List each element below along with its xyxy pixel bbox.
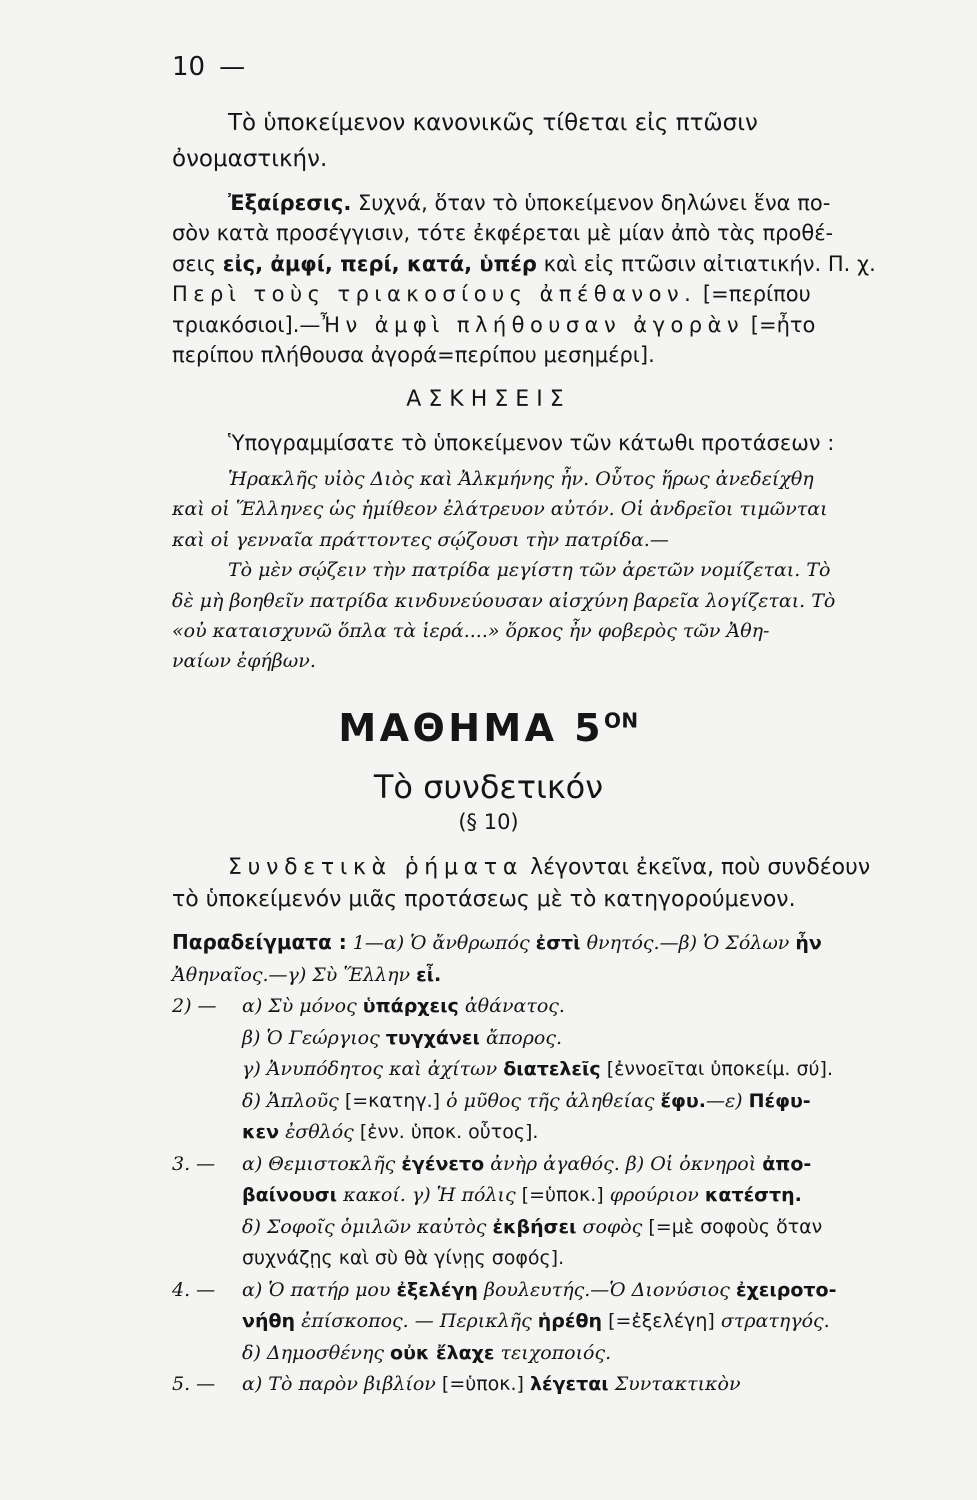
example-text: δ) Δημοσθένης (242, 1341, 384, 1364)
exercise-line: «οὐ καταισχυνῶ ὅπλα τὰ ἱερά....» ὅρκος ἦν φοβερὸς τῶν Ἀθη- (172, 619, 770, 642)
example-verb: ἀπο- (762, 1152, 812, 1175)
exercises-text (172, 464, 932, 677)
exception-line-5b: [=ἦτο (750, 312, 816, 337)
exercise-line: δὲ μὴ βοηθεῖν πατρίδα κινδυνεύουσαν αἰσχύνη βαρεῖα λογίζεται. Τὸ (172, 589, 836, 612)
example-verb: οὐκ ἔλαχε (390, 1341, 495, 1364)
example-note: [=κατηγ.] (344, 1089, 441, 1112)
definition-paragraph (172, 852, 932, 916)
instruction-text: Ὑπογραμμίσατε τὸ ὑποκείμενον τῶν κάτωθι προτάσεων : (228, 431, 835, 455)
exception-line-3b: καὶ εἰς πτῶσιν αἰτιατικήν. Π. χ. (543, 251, 876, 276)
example-verb: κατέστη. (704, 1184, 802, 1207)
example-verb: τυγχάνει (385, 1026, 480, 1049)
page-number-value: 10 (172, 52, 206, 82)
example-verb: ὑπάρχεις (362, 995, 459, 1018)
example-text: α) Ὁ πατήρ μου (242, 1278, 391, 1301)
exercises-heading (0, 384, 977, 416)
example-text: ὁ μῦθος τῆς ἀληθείας (446, 1089, 655, 1112)
example-text: —ε) (705, 1089, 743, 1112)
rule-line-1: Τὸ ὑποκείμενον κανονικῶς τίθεται εἰς πτῶσιν (228, 110, 758, 136)
example-verb: νήθη (242, 1310, 296, 1333)
exercise-line: καὶ οἱ Ἕλληνες ὡς ἡμίθεον ἐλάτρευον αὐτόν. Οἱ ἀνδρεῖοι τιμῶνται (172, 498, 828, 521)
page-number-dash: — (219, 52, 246, 82)
exception-line-1: Συχνά, ὅταν τὸ ὑποκείμενον δηλώνει ἕνα πο- (358, 191, 831, 215)
example-text: ἀνὴρ ἀγαθός. β) Οἱ ὀκνηροὶ (490, 1152, 757, 1175)
example-verb: Πέφυ- (748, 1089, 811, 1112)
lesson-heading (0, 706, 977, 750)
exception-line-6: περίπου πλήθουσα ἀγορά=περίπου μεσημέρι]. (172, 343, 655, 368)
example-text: ἀθάνατος. (464, 995, 565, 1018)
subject-rule (172, 106, 932, 177)
example-verb: κεν (242, 1121, 280, 1144)
example-verb: βαίνουσι (242, 1184, 338, 1207)
example-text: α) Σὺ μόνος (242, 995, 357, 1018)
page-number (172, 52, 245, 82)
lesson-title: ΜΑΘΗΜΑ 5 (338, 706, 605, 750)
exercise-line: Ἡρακλῆς υἱὸς Διὸς καὶ Ἀλκμήνης ἦν. Οὗτος ἥρως ἀνεδείχθη (228, 468, 814, 490)
example-note: [=μὲ σοφοὺς ὅταν (648, 1215, 823, 1238)
example-note: [ἐνν. ὑποκ. οὗτος]. (359, 1121, 539, 1144)
examples-list (172, 926, 932, 1401)
exercise-line: Τὸ μὲν σῴζειν τὴν πατρίδα μεγίστη τῶν ἀρετῶν νομίζεται. Τὸ (228, 559, 831, 582)
example-note: [=ἐξελέγη] (608, 1310, 715, 1333)
example-text: κακοί. γ) Ἡ πόλις (343, 1184, 516, 1207)
example-note: [ἐννοεῖται ὑποκείμ. σύ]. (606, 1058, 833, 1081)
example-text: Συντακτικὸν (614, 1373, 741, 1396)
example-text: ἐσθλός (285, 1121, 354, 1144)
example-text: ἄπορος. (485, 1026, 563, 1049)
example-text: β) Ὁ Γεώργιος (242, 1026, 380, 1049)
example-text: βουλευτής.—Ὁ Διονύσιος (483, 1278, 730, 1301)
example-text: δ) Ἁπλοῦς (242, 1089, 339, 1112)
example-verb: ἐξελέγη (396, 1278, 478, 1301)
definition-line-2: τὸ ὑποκείμενόν μιᾶς προτάσεως μὲ τὸ κατηγορούμενον. (172, 886, 796, 912)
exercises-heading-text: ΑΣΚΗΣΕΙΣ (406, 387, 571, 412)
example-verb: ἐκβήσει (492, 1215, 577, 1238)
definition-term: Συνδετικὰ ῥήματα (228, 855, 524, 880)
definition-rest: λέγονται ἐκεῖνα, ποὺ συνδέουν (530, 855, 871, 880)
example-number: 2) — (172, 995, 217, 1018)
example-number: 4. — (172, 1278, 216, 1301)
example-text: γ) Ἀνυπόδητος καὶ ἀχίτων (242, 1058, 498, 1081)
example-text: α) Θεμιστοκλῆς (242, 1152, 396, 1175)
example-verb: ἐγένετο (401, 1152, 485, 1175)
lesson-subtitle: Τὸ συνδετικόν (373, 768, 604, 806)
exercise-line: ναίων ἐφήβων. (172, 650, 316, 673)
exception-line-3a: σεις (172, 251, 217, 276)
example-number: 5. — (172, 1373, 216, 1396)
example-text: στρατηγός. (720, 1310, 830, 1333)
example-verb: ἐχειροτο- (735, 1278, 837, 1301)
example-text: 1—α) Ὁ ἄνθρωπός (352, 932, 530, 954)
lesson-section-ref: (§ 10) (458, 810, 519, 834)
exception-label: Ἐξαίρεσις. (228, 191, 352, 215)
example-text: ἐπίσκοπος. — Περικλῆς (301, 1310, 532, 1333)
example-verb: λέγεται (530, 1373, 609, 1396)
rule-line-2: ὀνομαστικήν. (172, 145, 328, 172)
examples-label: Παραδείγματα : (172, 930, 347, 954)
example-verb: ἔφυ. (660, 1089, 706, 1112)
example-spaced-2: Ἦν ἀμφὶ πλήθουσαν ἀγορὰν (320, 312, 745, 337)
exception-prepositions: εἰς, ἀμφί, περί, κατά, ὑπέρ (222, 251, 537, 276)
example-text: σοφὸς (582, 1215, 643, 1238)
example-verb: ἐστὶ (535, 932, 581, 954)
example-text: δ) Σοφοῖς ὁμιλῶν καὐτὸς (242, 1215, 487, 1238)
example-note: [=ὑποκ.] (521, 1184, 604, 1207)
example-text: θνητός.—β) Ὁ Σόλων (586, 932, 790, 954)
example-verb: διατελεῖς (503, 1058, 601, 1081)
example-verb: εἶ. (416, 963, 442, 986)
example-text: Ἀθηναῖος.—γ) Σὺ Ἕλλην (172, 963, 411, 986)
exercises-instruction (172, 428, 932, 458)
example-text: α) Τὸ παρὸν βιβλίον (242, 1373, 436, 1396)
exercise-line: καὶ οἱ γενναῖα πράττοντες σῴζουσι τὴν πατρίδα.— (172, 528, 669, 551)
example-spaced-1: Περὶ τοὺς τριακοσίους ἀπέθανον. (172, 282, 697, 307)
example-number: 3. — (172, 1152, 216, 1175)
lesson-title-sup: ΟΝ (604, 708, 639, 733)
example-text: τειχοποιός. (500, 1341, 612, 1364)
exception-line-5a: τριακόσιοι].— (172, 312, 321, 337)
example-note: [=ὑποκ.] (441, 1373, 524, 1396)
exception-paragraph (172, 188, 932, 371)
example-note: συχνάζῃς καὶ σὺ θὰ γίνῃς σοφός]. (242, 1247, 565, 1270)
example-verb: ἦν (795, 932, 822, 954)
example-text: φρούριον (609, 1184, 699, 1207)
exception-line-4b: [=περίπου (702, 282, 811, 307)
example-verb: ἡρέθη (537, 1310, 603, 1333)
exception-line-2: σὸν κατὰ προσέγγισιν, τότε ἐκφέρεται μὲ μίαν ἀπὸ τὰς προθέ- (172, 221, 834, 246)
